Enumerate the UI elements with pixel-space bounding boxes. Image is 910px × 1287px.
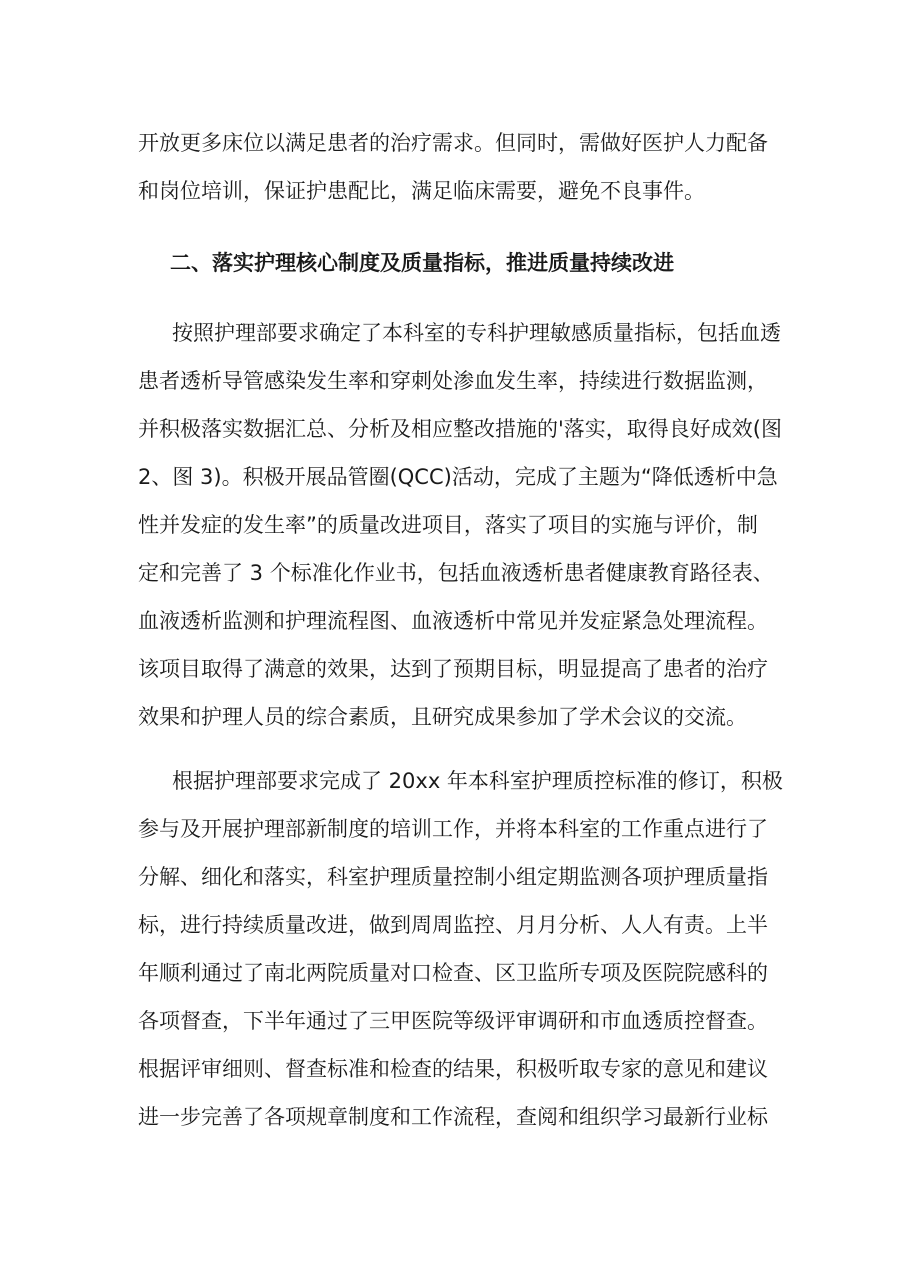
- text-line: 血液透析监测和护理流程图、血液透析中常见并发症紧急处理流程。: [138, 609, 768, 633]
- text-line: 分解、细化和落实，科室护理质量控制小组定期监测各项护理质量指: [138, 865, 768, 889]
- text-line: 根据护理部要求完成了 20xx 年本科室护理质控标准的修订，积极: [172, 769, 783, 793]
- text-line: 定和完善了 3 个标准化作业书，包括血液透析患者健康教育路径表、: [138, 561, 774, 585]
- text-line: 年顺利通过了南北两院质量对口检查、区卫监所专项及医院院感科的: [138, 961, 768, 985]
- text-line: 参与及开展护理部新制度的培训工作，并将本科室的工作重点进行了: [138, 817, 768, 841]
- text-line: 2、图 3)。积极开展品管圈(QCC)活动，完成了主题为“降低透析中急: [138, 465, 778, 489]
- text-line: 该项目取得了满意的效果，达到了预期目标，明显提高了患者的治疗: [138, 657, 768, 681]
- text-line: 和岗位培训，保证护患配比，满足临床需要，避免不良事件。: [138, 179, 705, 203]
- text-line: 患者透析导管感染发生率和穿刺处渗血发生率，持续进行数据监测，: [138, 369, 768, 393]
- section-heading: 二、落实护理核心制度及质量指标，推进质量持续改进: [170, 251, 674, 275]
- text-line: 标，进行持续质量改进，做到周周监控、月月分析、人人有责。上半: [138, 913, 768, 937]
- text-line: 开放更多床位以满足患者的治疗需求。但同时，需做好医护人力配备: [138, 131, 768, 155]
- text-line: 并积极落实数据汇总、分析及相应整改措施的'落实，取得良好成效(图: [138, 417, 782, 441]
- text-line: 根据评审细则、督查标准和检查的结果，积极听取专家的意见和建议: [138, 1057, 768, 1081]
- text-line: 进一步完善了各项规章制度和工作流程，查阅和组织学习最新行业标: [138, 1105, 768, 1129]
- text-line: 按照护理部要求确定了本科室的专科护理敏感质量指标，包括血透: [172, 321, 781, 345]
- text-line: 性并发症的发生率”的质量改进项目，落实了项目的实施与评价，制: [138, 513, 758, 537]
- text-line: 各项督查，下半年通过了三甲医院等级评审调研和市血透质控督查。: [138, 1009, 768, 1033]
- text-line: 效果和护理人员的综合素质，且研究成果参加了学术会议的交流。: [138, 705, 747, 729]
